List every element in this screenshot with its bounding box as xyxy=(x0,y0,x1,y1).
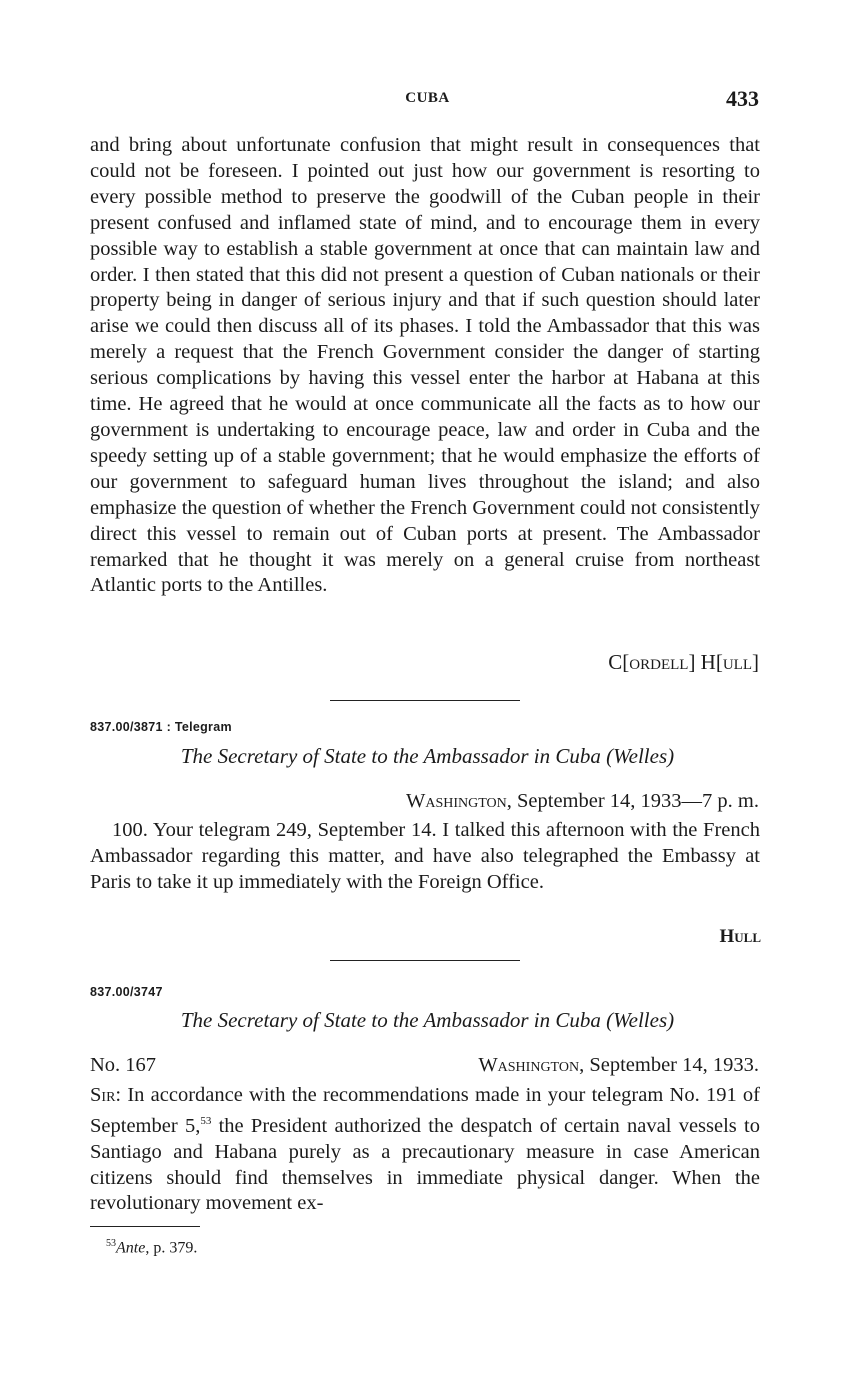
dateline xyxy=(406,790,759,813)
dateline-date: , September 14, 1933. xyxy=(579,1054,759,1076)
salutation: Sir xyxy=(90,1084,116,1106)
telegram-signature: Hull xyxy=(719,926,761,947)
file-number: 837.00/3871 : Telegram xyxy=(90,720,232,734)
continuation-signature: C[ordell] H[ull] xyxy=(608,650,759,674)
document-title: The Secretary of State to the Ambassador in Cuba (Welles) xyxy=(180,744,675,768)
telegram-paragraph: 100. Your telegram 249, September 14. I talked this afternoon with the French Ambassador regarding this matter, and have also telegraphed the Embassy at Paris to take it up immediately with the Foreign Office. xyxy=(90,819,760,893)
dateline-place: Washington xyxy=(405,790,507,812)
dateline-date: , September 14, 1933—7 p. m. xyxy=(506,790,759,812)
running-header: CUBA xyxy=(405,90,450,106)
footnote xyxy=(106,1238,197,1257)
section-divider xyxy=(330,700,520,701)
footnote-text: , p. 379. xyxy=(145,1239,198,1257)
footnote-ref: Ante xyxy=(116,1239,146,1257)
continuation-paragraph: and bring about unfortunate confusion that might result in consequences that could not be foreseen. I pointed out just how our government is resorting to every possible method to preserve the goodwill of the Cuban people in their present confused and inflamed state of mind, and to encourage them in every possible way to establish a stable government at once that can maintain law and order. I then stated that this did not present a question of Cuban nationals or their property being in danger of serious injury and that if such question should later arise we could then discuss all of its phases. I told the Ambassador that this was merely a request that the French Government consider the danger of starting serious complications by having this vessel enter the harbor at Habana at this time. He agreed that he would at once communicate all the facts as to how our government is undertaking to encourage peace, law and order in Cuba and the speedy setting up of a stable government; that he would emphasize the efforts of our government to safeguard human lives throughout the island; and also emphasize the question of whether the French Government could not consistently direct this vessel to remain out of Cuban ports at present. The Ambassador remarked that he thought it was merely on a general cruise from northeast Atlantic ports to the Antilles. xyxy=(90,134,760,597)
dateline xyxy=(478,1054,759,1077)
section-divider xyxy=(330,960,520,961)
footnote-divider xyxy=(90,1226,200,1227)
dateline-place: Washington xyxy=(478,1054,580,1076)
document-title: The Secretary of State to the Ambassador in Cuba (Welles) xyxy=(180,1008,675,1032)
footnote-reference: 53 xyxy=(200,1114,212,1127)
footnote-marker: 53 xyxy=(106,1238,116,1249)
despatch-text-2: the President authorized the despatch of certain naval vessels to Santiago and Habana purely as a precautionary measure in case American citizens should find themselves in immediate physical danger. When the revolutionary movement ex- xyxy=(90,1114,761,1215)
page-number: 433 xyxy=(726,86,759,111)
despatch-paragraph xyxy=(90,1083,760,1217)
despatch-text-1: : In accordance with the recommendations made in your telegram No. 191 of September 5, xyxy=(90,1084,760,1137)
despatch-number: No. 167 xyxy=(90,1054,157,1076)
file-number: 837.00/3747 xyxy=(90,985,163,999)
